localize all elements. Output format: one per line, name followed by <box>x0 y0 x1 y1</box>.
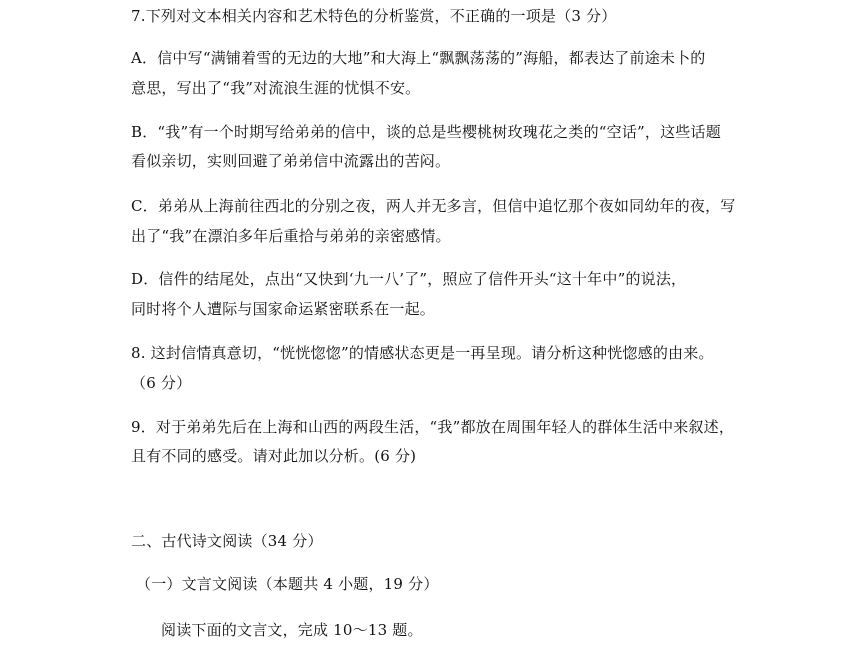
option-a-line-2: 意思，写出了“我”对流浪生涯的忧惧不安。 <box>131 79 421 97</box>
option-a-line-1: A．信中写“满铺着雪的无边的大地”和大海上“飘飘荡荡的”海船，都表达了前途未卜的 <box>131 49 706 67</box>
option-d-line-1: D．信件的结尾处，点出“又快到‘九一八’了”，照应了信件开头“这十年中”的说法， <box>131 270 687 288</box>
option-c-line-2: 出了“我”在漂泊多年后重拾与弟弟的亲密感情。 <box>131 227 451 245</box>
option-b-line-2: 看似亲切，实则回避了弟弟信中流露出的苦闷。 <box>131 152 451 170</box>
option-b-line-1: B．“我”有一个时期写给弟弟的信中，谈的总是些樱桃树玫瑰花之类的“空话”，这些话题 <box>131 123 721 141</box>
section-2-subtitle: （一）文言文阅读（本题共 4 小题，19 分） <box>136 575 439 593</box>
option-c-line-1: C．弟弟从上海前往西北的分别之夜，两人并无多言，但信中追忆那个夜如同幼年的夜，写 <box>131 197 736 215</box>
section-2-instruction: 阅读下面的文言文，完成 10～13 题。 <box>161 621 423 639</box>
section-2-title: 二、古代诗文阅读（34 分） <box>131 532 323 550</box>
option-d-line-2: 同时将个人遭际与国家命运紧密联系在一起。 <box>131 300 436 318</box>
question-9-line-1: 9．对于弟弟先后在上海和山西的两段生活，“我”都放在周围年轻人的群体生活中来叙述， <box>131 418 735 436</box>
question-9-line-2: 且有不同的感受。请对此加以分析。(6 分) <box>131 447 417 465</box>
question-8-line-1: 8. 这封信情真意切，“恍恍惚惚”的情感状态更是一再呈现。请分析这种恍惚感的由来。 <box>131 344 714 362</box>
question-8-line-2: （6 分） <box>131 374 192 392</box>
question-7-stem: 7.下列对文本相关内容和艺术特色的分析鉴赏，不正确的一项是（3 分） <box>131 7 617 25</box>
